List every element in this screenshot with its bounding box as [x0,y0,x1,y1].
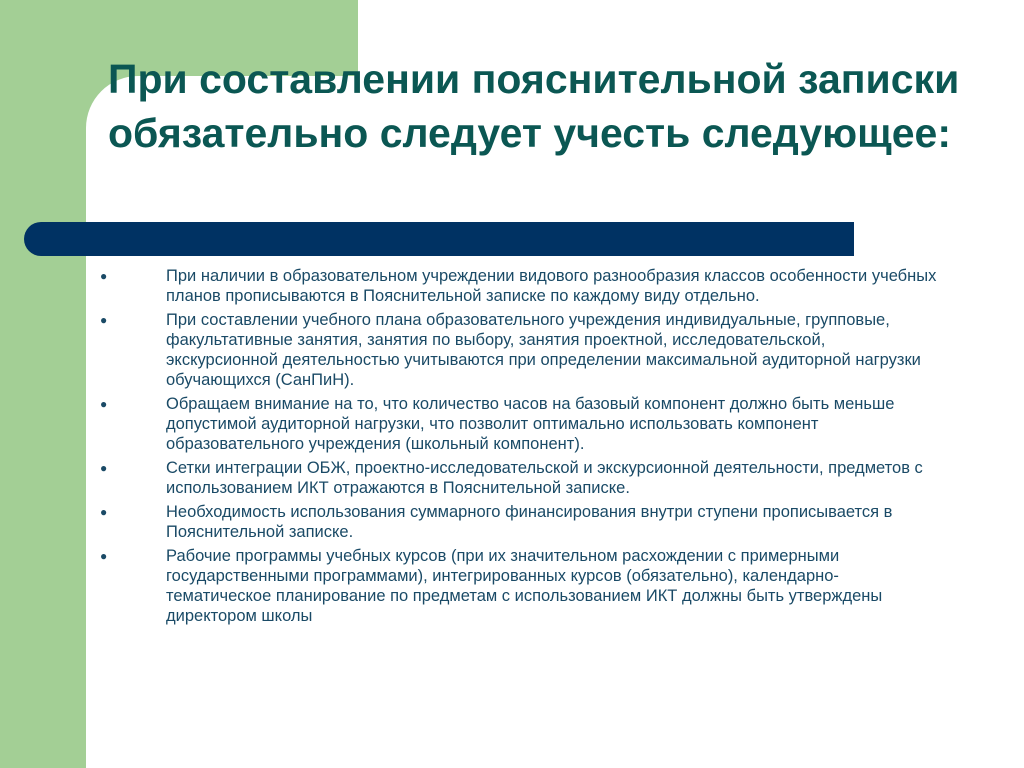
bullet-dot-icon: ● [100,269,108,283]
bullet-text: Рабочие программы учебных курсов (при их значительном расхождении с примерными государственными программами), интегрированных курсов (обязательно), календарно-тематическое планирование по предметам с использованием ИКТ должны быть утверждены директором школы [166,547,883,625]
bullet-text: При наличии в образовательном учреждении видового разнообразия классов особенности учебных планов прописываются в Пояснительной записке по каждому виду отдельно. [166,267,937,305]
bullet-item [100,546,940,626]
title-divider-bar [24,222,854,256]
bullet-dot-icon: ● [100,397,108,411]
bullet-item [100,502,940,542]
bullet-item [100,458,940,498]
bullet-text: Обращаем внимание на то, что количество часов на базовый компонент должно быть меньше допустимой аудиторной нагрузки, что позволит оптимально использовать компонент образовательного учреждения (школьный компонент). [166,395,895,453]
bullet-item [100,394,940,454]
bullet-text: Необходимость использования суммарного финансирования внутри ступени прописывается в Пояснительной записке. [166,503,893,541]
bullet-dot-icon: ● [100,549,108,563]
bullet-dot-icon: ● [100,313,108,327]
slide-title: При составлении пояснительной записки обязательно следует учесть следующее: [108,56,960,156]
bullet-dot-icon: ● [100,505,108,519]
bullet-item [100,310,940,390]
bullet-item [100,266,940,306]
bullet-dot-icon: ● [100,461,108,475]
bullet-text: При составлении учебного плана образовательного учреждения индивидуальные, групповые, факультативные занятия, занятия по выбору, занятия проектной, исследовательской, экскурсионной деятельностью учитываются при определении максимальной аудиторной нагрузки обучающихся (СанПиН). [166,311,921,389]
bullet-list [100,266,940,630]
bullet-text: Сетки интеграции ОБЖ, проектно-исследовательской и экскурсионной деятельности, предметов с использованием ИКТ отражаются в Пояснительной записке. [166,459,923,497]
